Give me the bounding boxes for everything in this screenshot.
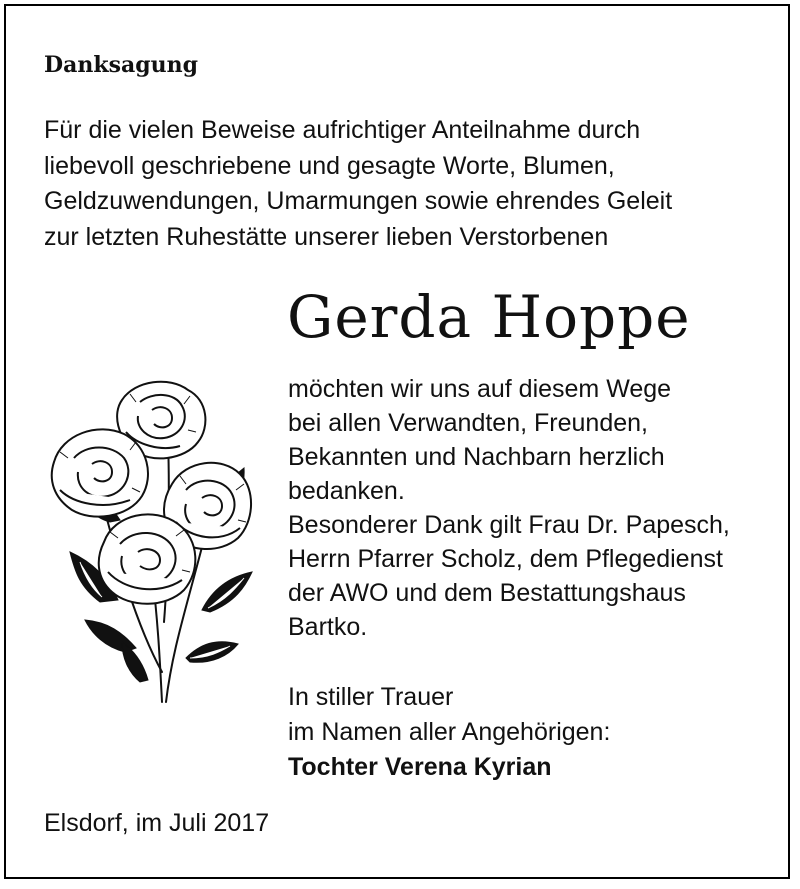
intro-line: Geldzuwendungen, Umarmungen sowie ehrendes Geleit [44, 187, 673, 215]
body-line: möchten wir uns auf diesem Wege [288, 375, 672, 403]
body-line: Besonderer Dank gilt Frau Dr. Papesch, [288, 511, 730, 539]
signer-name: Tochter Verena Kyrian [288, 753, 552, 781]
body-line: Bartko. [288, 613, 368, 641]
place-and-date: Elsdorf, im Juli 2017 [44, 809, 270, 837]
closing-line: In stiller Trauer [288, 683, 454, 711]
body-line: Herrn Pfarrer Scholz, dem Pflegedienst [288, 545, 723, 573]
intro-paragraph [44, 113, 764, 255]
body-line: bedanken. [288, 477, 405, 505]
deceased-name: Gerda Hoppe [287, 283, 691, 351]
intro-line: liebevoll geschriebene und gesagte Worte, Blumen, [44, 151, 615, 180]
body-line: Bekannten und Nachbarn herzlich [288, 443, 665, 471]
body-line: der AWO und dem Bestattungshaus [288, 579, 686, 607]
roses-illustration [40, 372, 260, 712]
thanks-paragraph [288, 372, 768, 644]
notice-heading: Danksagung [44, 52, 198, 78]
closing-line: im Namen aller Angehörigen: [288, 718, 611, 746]
intro-line: zur letzten Ruhestätte unserer lieben Verstorbenen [44, 222, 609, 251]
body-line: bei allen Verwandten, Freunden, [288, 409, 648, 437]
intro-line: Für die vielen Beweise aufrichtiger Anteilnahme durch [44, 116, 641, 144]
closing-block [288, 680, 768, 785]
